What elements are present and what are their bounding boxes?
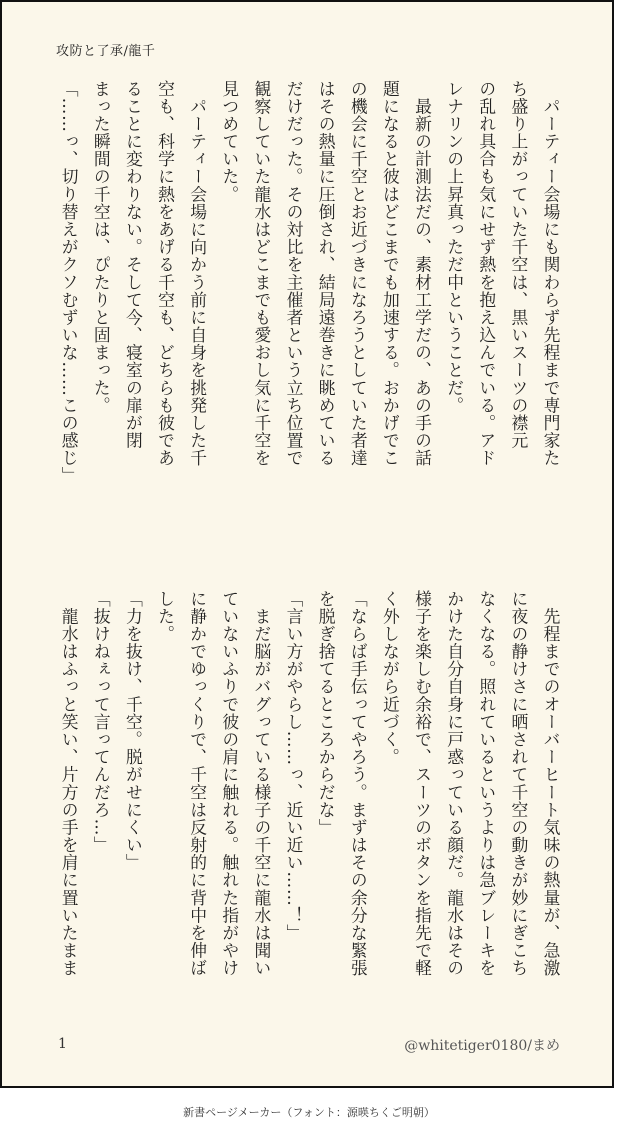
text-column: 見つめていた。 <box>219 80 240 204</box>
text-column: 題になると彼はどこまでも加速する。おかげでこ <box>380 80 401 467</box>
text-column: 「抜けねぇって言ってんだろ…」 <box>91 590 112 854</box>
text-column: 最新の計測法だの、素材工学だの、あの手の話 <box>412 80 433 467</box>
text-column: 「力を抜け、千空。脱がせにくい」 <box>123 590 144 872</box>
text-column: まだ脳がバグっている様子の千空に龍水は聞い <box>251 590 272 977</box>
text-column: ていないふりで彼の肩に触れる。触れた指がやけ <box>219 590 240 977</box>
text-column: の乱れ具合も気にせず熱を抱え込んでいる。アド <box>476 80 497 467</box>
text-column: レナリンの上昇真っただ中ということだ。 <box>444 80 465 415</box>
text-column: パーティー会場にも関わらず先程まで専門家た <box>541 80 561 467</box>
text-column: かけた自分自身に戸惑っている顔だ。龍水はその <box>444 590 465 977</box>
text-block-top <box>54 80 568 560</box>
generator-caption: 新書ページメーカー（フォント：源暎ちくご明朝） <box>183 1106 435 1119</box>
text-column: 龍水はふっと笑い、片方の手を肩に置いたまま <box>59 590 80 977</box>
text-column: 空も、科学に熱をあげる千空も、どちらも彼であ <box>155 80 176 467</box>
text-column: を脱ぎ捨てるところからだな」 <box>316 590 337 837</box>
text-column: だけだった。その対比を主催者という立ち位置で <box>284 80 304 467</box>
text-column: ることに変わりない。そして今、寝室の扉が閉 <box>123 80 144 450</box>
text-column: の機会に千空とお近づきになろうとしていた者達 <box>348 80 369 467</box>
text-column: に静かでゆっくりで、千空は反射的に背中を伸ば <box>187 590 208 977</box>
text-block-bottom <box>54 590 568 988</box>
text-column: まった瞬間の千空は、ぴたりと固まった。 <box>91 80 112 415</box>
text-column: した。 <box>155 590 176 643</box>
author-credit: @whitetiger0180/まめ <box>404 1038 560 1054</box>
page-number: 1 <box>58 1036 67 1052</box>
text-column: パーティー会場に向かう前に自身を挑発した千 <box>187 80 208 467</box>
text-column: 観察していた龍水はどこまでも愛おし気に千空を <box>251 80 272 467</box>
text-column: く外しながら近づく。 <box>380 590 401 766</box>
text-column: なくなる。照れているというよりは急ブレーキを <box>476 590 497 977</box>
text-column: 「ならば手伝ってやろう。まずはその余分な緊張 <box>348 590 369 977</box>
text-column: 様子を楽しむ余裕で、スーツのボタンを指先で軽 <box>412 590 433 977</box>
running-title: 攻防と了承/龍千 <box>56 44 156 59</box>
text-column: 「言い方がやらし……っ、近い近い……！」 <box>284 590 304 942</box>
text-column: 先程までのオーバーヒート気味の熱量が、急激 <box>541 590 561 977</box>
text-column: はその熱量に圧倒され、結局遠巻きに眺めている <box>316 80 337 467</box>
text-column: に夜の静けさに晒されて千空の動きが妙にぎこち <box>508 590 529 977</box>
text-column: ち盛り上がっていた千空は、黒いスーツの襟元 <box>508 80 529 450</box>
text-column: 「……っ、切り替えがクソむずいな……この感じ」 <box>59 80 80 485</box>
